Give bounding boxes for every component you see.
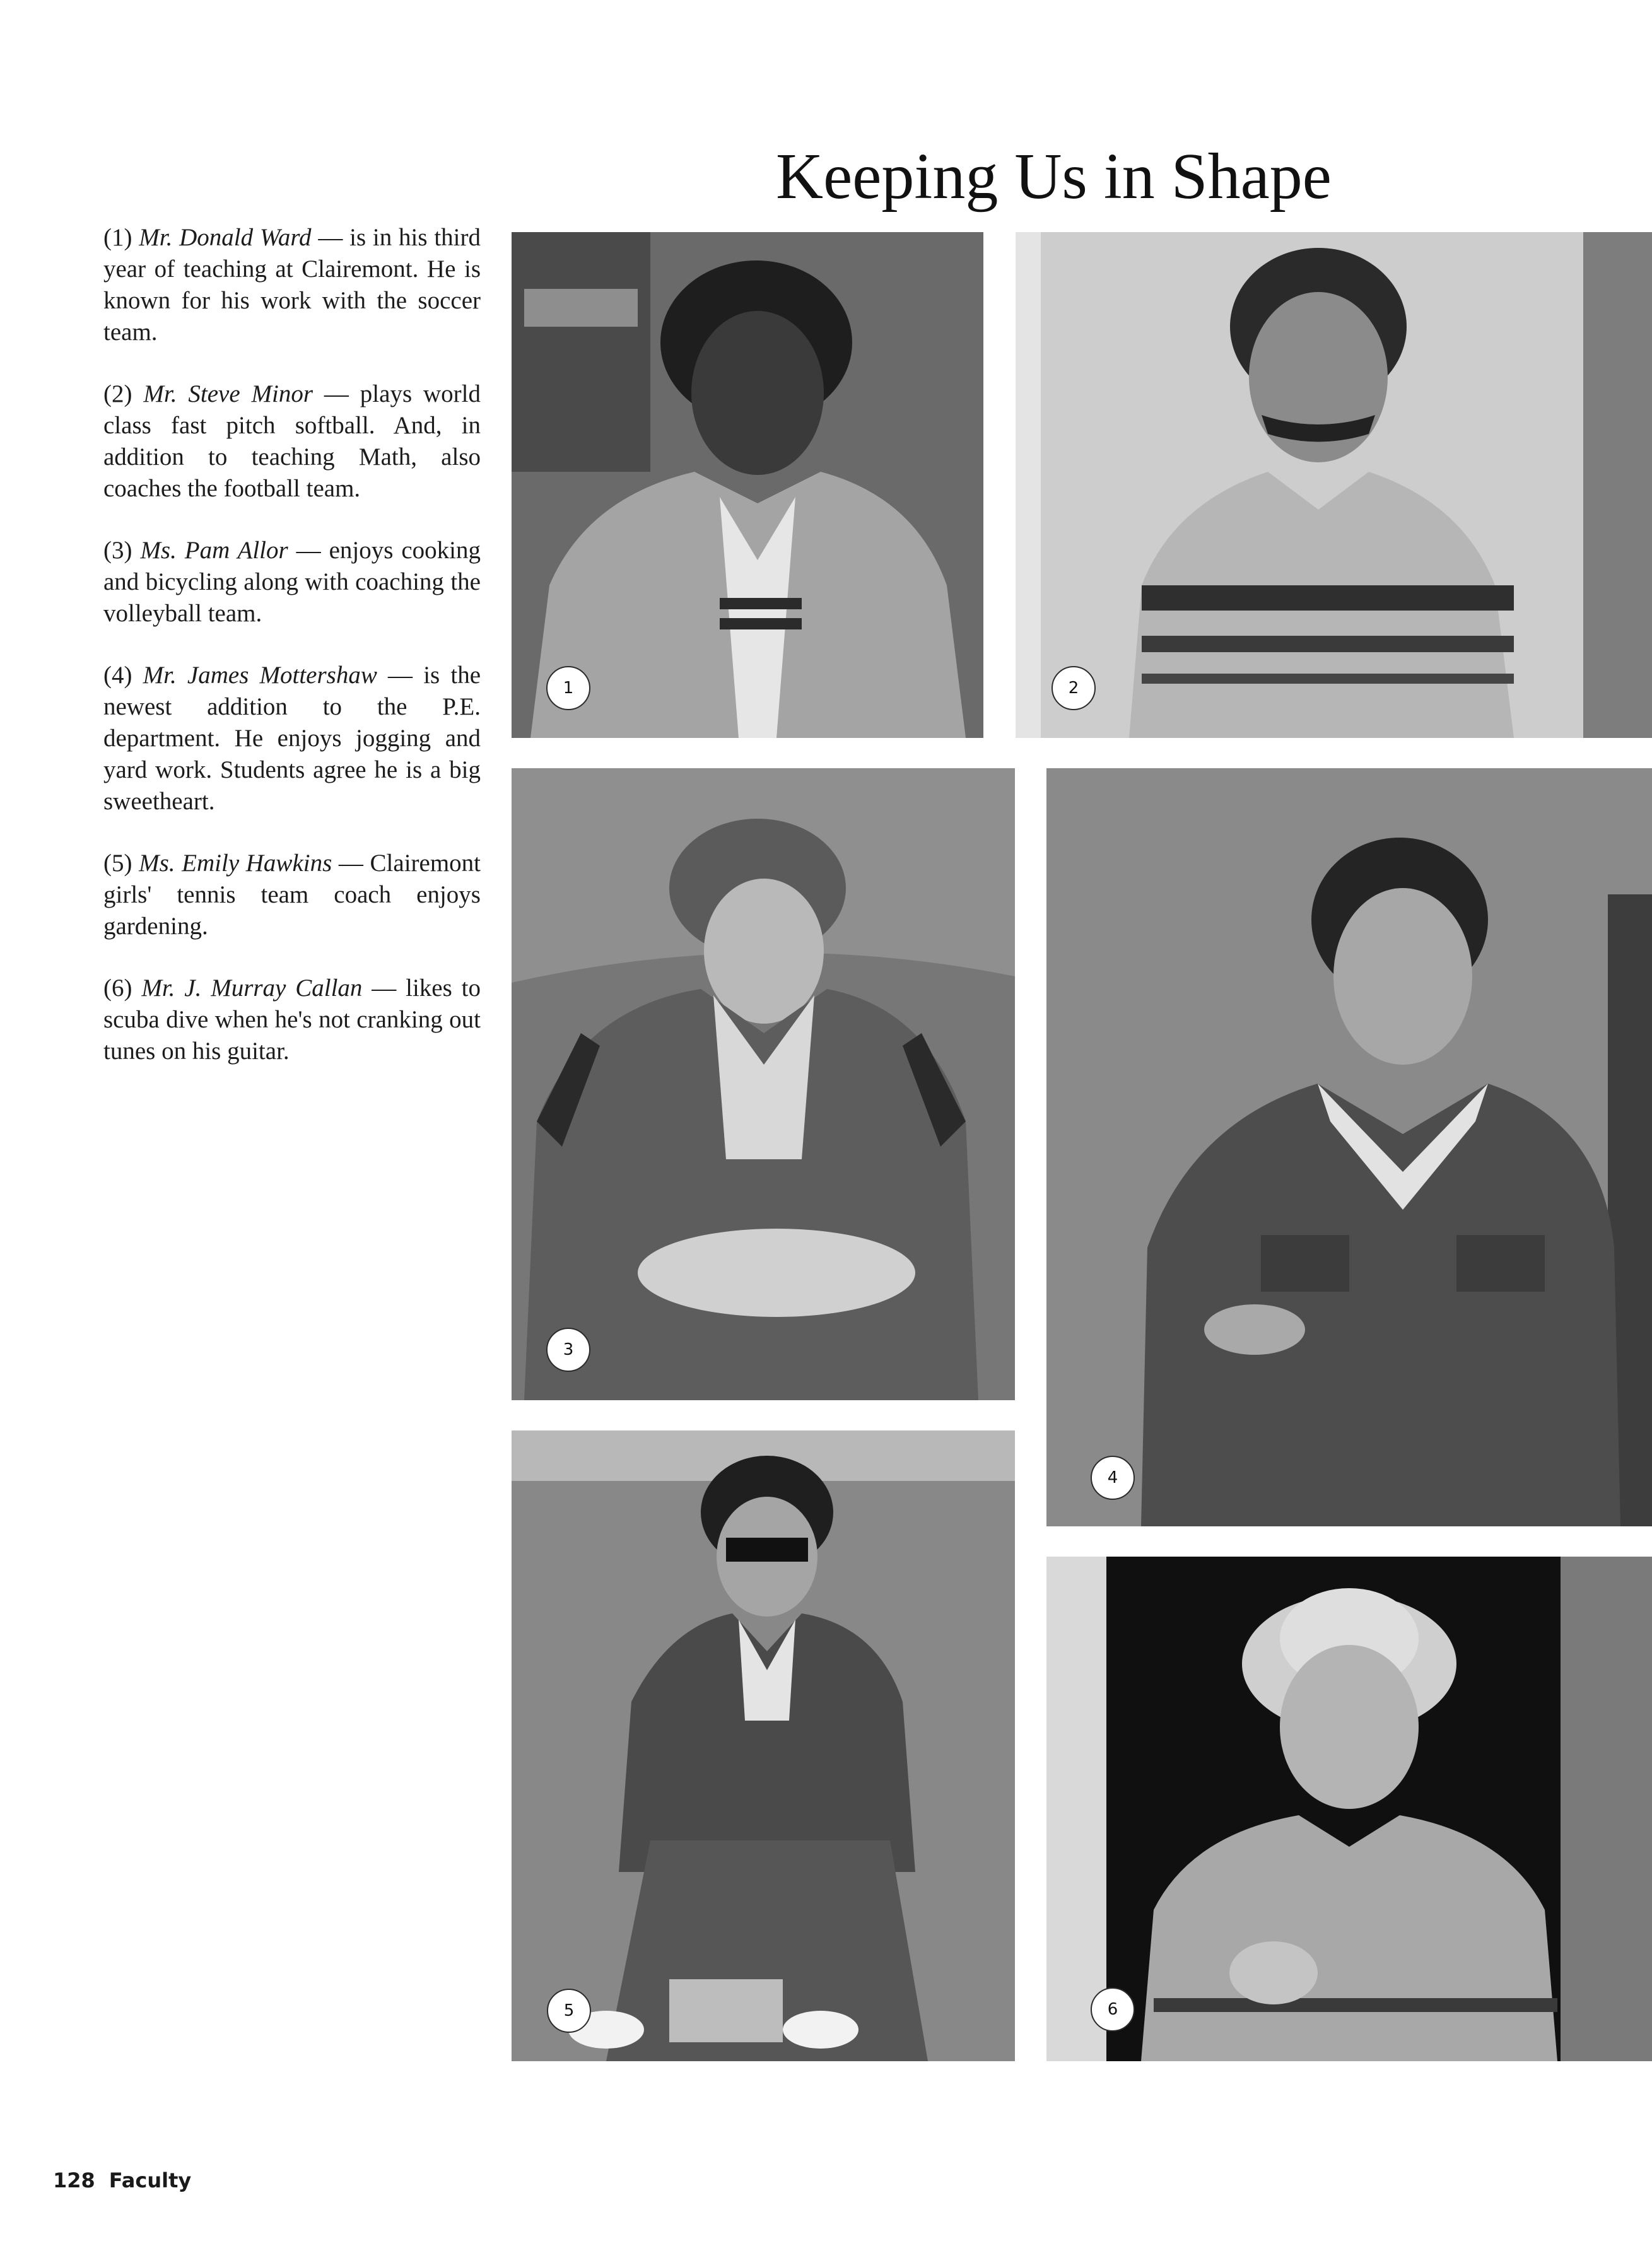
- caption-6: (6) Mr. J. Murray Callan — likes to scuba dive when he's not cranking out tunes on his guitar.: [103, 974, 481, 1065]
- photo-1-portrait: [512, 232, 983, 738]
- caption-column: [103, 222, 481, 1097]
- page-title: Keeping Us in Shape: [776, 140, 1332, 213]
- photo-badge-6: 6: [1091, 1987, 1135, 2032]
- photo-badge-2: 2: [1052, 666, 1096, 710]
- photo-badge-1: 1: [546, 666, 590, 710]
- photo-6: [1046, 1557, 1652, 2061]
- page-folio: [53, 2168, 205, 2192]
- photo-2-portrait: [1016, 232, 1652, 738]
- photo-badge-4: 4: [1091, 1456, 1135, 1500]
- caption-2: (2) Mr. Steve Minor — plays world class fast pitch softball. And, in addition to teaching Math, also coaches the football team.: [103, 380, 481, 502]
- caption-4: (4) Mr. James Mottershaw — is the newest addition to the P.E. department. He enjoys jogging and yard work. Students agree he is a big sweetheart.: [103, 662, 481, 815]
- photo-badge-5: 5: [547, 1989, 591, 2033]
- caption-3: (3) Ms. Pam Allor — enjoys cooking and bicycling along with coaching the volleyball team.: [103, 537, 481, 627]
- photo-5: [512, 1430, 1015, 2061]
- photo-4: [1046, 768, 1652, 1526]
- photo-6-portrait: [1046, 1557, 1652, 2061]
- photo-3: [512, 768, 1015, 1400]
- caption-1: (1) Mr. Donald Ward — is in his third year of teaching at Clairemont. He is known for his work with the soccer team.: [103, 224, 481, 346]
- photo-2: [1016, 232, 1652, 738]
- caption-5: (5) Ms. Emily Hawkins — Clairemont girls' tennis team coach enjoys gardening.: [103, 850, 481, 940]
- photo-badge-3: 3: [546, 1328, 590, 1372]
- photo-3-portrait: [512, 768, 1015, 1400]
- photo-1: [512, 232, 983, 738]
- section-name: Faculty: [108, 2168, 192, 2192]
- photo-4-portrait: [1046, 768, 1652, 1526]
- photo-5-portrait: [512, 1430, 1015, 2061]
- page-number: 128: [53, 2168, 95, 2192]
